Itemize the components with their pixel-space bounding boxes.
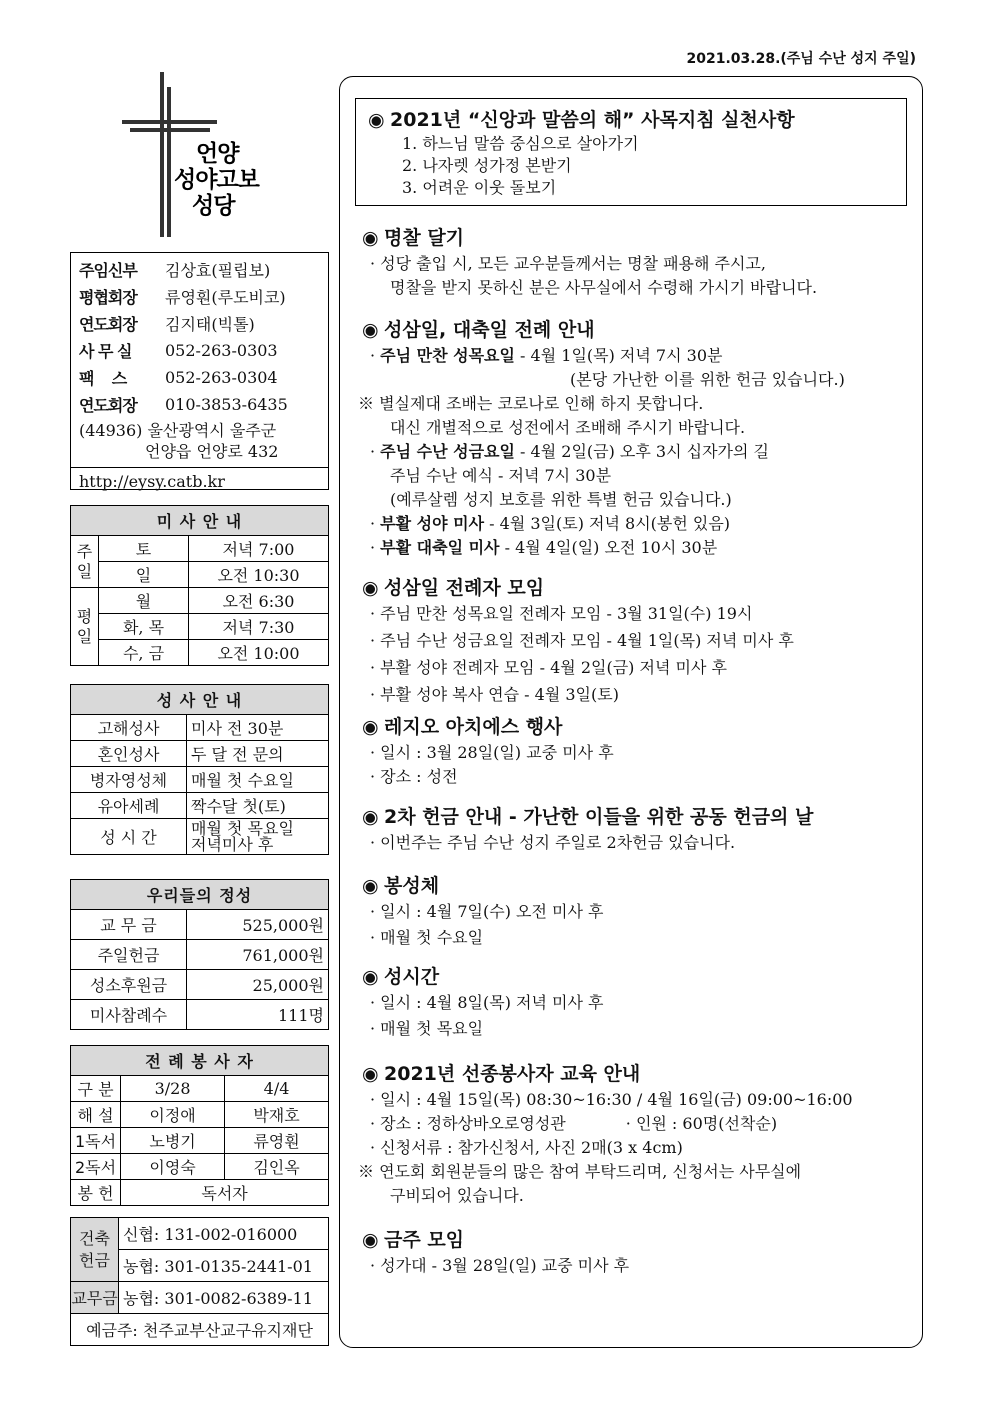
server-name: 박재호 <box>225 1102 329 1128</box>
server-name: 노병기 <box>121 1128 225 1154</box>
parish-logo <box>122 72 272 242</box>
table-row <box>71 715 329 741</box>
item-text: 일시 : 4월 8일(목) 저녁 미사 후 <box>380 993 604 1012</box>
list-item: · 신청서류 : 참가신청서, 사진 2매(3 x 4cm) <box>370 1138 683 1157</box>
table-row <box>71 1128 329 1154</box>
address-line-1: (44936) 울산광역시 울주군 <box>79 421 277 440</box>
table-row <box>71 1154 329 1180</box>
bullseye-icon: ◉ <box>362 875 379 897</box>
info-key: 주임신부 <box>79 261 137 280</box>
bullseye-icon: ◉ <box>368 109 385 131</box>
item-text: - 4월 2일(금) 오후 3시 십자가의 길 <box>514 442 770 461</box>
info-row <box>79 364 320 391</box>
table-row <box>71 1314 329 1346</box>
table-row <box>71 1076 329 1102</box>
info-key: 평협회장 <box>79 288 137 307</box>
table-row <box>71 970 329 1000</box>
table-row <box>71 588 329 614</box>
mass-time: 저녁 7:00 <box>189 536 329 562</box>
list-item: · 일시 : 4월 15일(목) 08:30~16:30 / 4월 16일(금) 09:00~16:00 <box>370 1090 853 1109</box>
sacrament-name: 유아세례 <box>71 793 187 819</box>
table-row <box>71 1282 329 1314</box>
website-link[interactable]: http://eysy.catb.kr <box>71 467 328 491</box>
item-text: - 4월 4일(일) 오전 10시 30분 <box>499 538 718 557</box>
table-title: 미 사 안 내 <box>71 506 329 536</box>
section-title <box>362 1226 918 1254</box>
address-line-2: 언양읍 언양로 432 <box>145 442 279 461</box>
logo-line-3: 성당 <box>192 193 235 219</box>
section-title-text: 금주 모임 <box>384 1229 465 1251</box>
logo-line-2: 성야고보 <box>174 167 259 193</box>
list-item: (본당 가난한 이를 위한 헌금 있습니다.) <box>570 370 845 389</box>
account-number: 농협: 301-0135-2441-01 <box>119 1250 329 1282</box>
server-name: 독서자 <box>121 1180 329 1206</box>
table-row <box>71 1000 329 1030</box>
table-title: 성 사 안 내 <box>71 685 329 715</box>
tithe-label: 교무금 <box>71 1282 119 1314</box>
list-item: · 주님 수난 성금요일 전례자 모임 - 4월 1일(목) 저녁 미사 후 <box>370 631 794 650</box>
bullseye-icon: ◉ <box>362 806 379 828</box>
list-item: ※ 연도회 회원분들의 많은 참여 부탁드리며, 신청서는 사무실에 <box>358 1162 802 1181</box>
section-acies <box>358 713 918 789</box>
table-row <box>71 1180 329 1206</box>
item-heading: 부활 대축일 미사 <box>380 538 500 557</box>
accounts-table <box>70 1217 329 1346</box>
bulletin-date: 2021.03.28.(주님 수난 성지 주일) <box>686 51 916 67</box>
item-text: 일시 : 3월 28일(일) 교중 미사 후 <box>380 743 614 762</box>
sacrament-info: 미사 전 30분 <box>187 715 329 741</box>
list-item: · 장소 : 정하상바오로영성관 · 인원 : 60명(선착순) <box>370 1114 778 1133</box>
table-row <box>71 910 329 940</box>
offering-amount: 761,000원 <box>187 940 329 970</box>
info-value: 052-263-0303 <box>165 341 278 360</box>
table-row <box>71 819 329 855</box>
server-name: 김인옥 <box>225 1154 329 1180</box>
mass-time: 저녁 7:30 <box>189 614 329 640</box>
section-holy-hour <box>358 963 918 1043</box>
sunday-label: 주일 <box>71 536 99 588</box>
slogan-item: 2. 나자렛 성가정 본받기 <box>402 156 572 175</box>
item-text: 성가대 - 3월 28일(일) 교중 미사 후 <box>380 1256 630 1275</box>
info-row <box>79 337 320 364</box>
server-role: 구 분 <box>71 1076 121 1102</box>
section-title <box>362 803 918 831</box>
server-name: 이정애 <box>121 1102 225 1128</box>
item-text: 신청서류 : 참가신청서, 사진 2매(3 x 4cm) <box>380 1138 683 1157</box>
list-item: · 성당 출입 시, 모든 교우분들께서는 명찰 패용해 주시고, <box>370 254 766 273</box>
offering-name: 주일헌금 <box>71 940 187 970</box>
section-title-text: 성시간 <box>384 966 440 988</box>
info-row <box>79 283 320 310</box>
section-title-text: 2021년 선종봉사자 교육 안내 <box>384 1063 641 1085</box>
table-row <box>71 741 329 767</box>
building-fund-label: 건축헌금 <box>71 1218 119 1282</box>
bullseye-icon: ◉ <box>362 1063 379 1085</box>
holy-hour-line-1: 매월 첫 목요일 <box>191 818 294 838</box>
sacrament-info: 짝수달 첫(토) <box>187 793 329 819</box>
item-text: 부활 성야 복사 연습 - 4월 3일(토) <box>380 685 619 704</box>
item-text: 매월 첫 목요일 <box>380 1019 484 1038</box>
section-title-text: 레지오 아치에스 행사 <box>384 716 563 738</box>
weekday-label: 평일 <box>71 588 99 666</box>
item-text: 별실제대 조배는 코로나로 인해 하지 못합니다. <box>379 394 704 413</box>
offering-name: 교 무 금 <box>71 910 187 940</box>
list-item: · 주님 만찬 성목요일 - 4월 1일(목) 저녁 7시 30분 <box>370 346 723 365</box>
sacrament-name: 병자영성체 <box>71 767 187 793</box>
info-key: 연도회장 <box>79 396 137 415</box>
offering-amount: 25,000원 <box>187 970 329 1000</box>
info-value: 류영훤(루도비코) <box>165 288 286 307</box>
list-item: (예루살렘 성지 보호를 위한 특별 헌금 있습니다.) <box>390 490 732 509</box>
section-title <box>362 872 918 900</box>
item-text: 장소 : 성전 <box>380 767 458 786</box>
list-item: · 장소 : 성전 <box>370 767 458 786</box>
table-title: 전 례 봉 사 자 <box>71 1046 329 1076</box>
list-item: · 매월 첫 목요일 <box>370 1019 484 1038</box>
info-value: 010-3853-6435 <box>165 395 288 414</box>
table-row <box>71 562 329 588</box>
mass-day: 화, 목 <box>99 614 189 640</box>
bullseye-icon: ◉ <box>362 319 379 341</box>
servers-table <box>70 1045 329 1206</box>
item-text: 이번주는 주님 수난 성지 주일로 2차헌금 있습니다. <box>380 833 736 852</box>
section-title <box>362 963 918 991</box>
info-key: 연도회장 <box>79 315 137 334</box>
info-value: 김지태(빅톨) <box>165 315 255 334</box>
item-text: 인원 : 60명(선착순) <box>635 1114 778 1133</box>
mass-time: 오전 6:30 <box>189 588 329 614</box>
sacrament-info <box>187 819 329 855</box>
item-text: 매월 첫 수요일 <box>380 928 484 947</box>
section-title-text: 성삼일, 대축일 전례 안내 <box>384 319 595 341</box>
item-text: 일시 : 4월 15일(목) 08:30~16:30 / 4월 16일(금) 09:00~16:00 <box>380 1090 853 1109</box>
item-heading: 주님 수난 성금요일 <box>380 442 515 461</box>
server-role: 해 설 <box>71 1102 121 1128</box>
section-triduum <box>358 316 918 560</box>
account-number: 농협: 301-0082-6389-11 <box>119 1282 329 1314</box>
sacrament-info: 두 달 전 문의 <box>187 741 329 767</box>
sacrament-name: 성 시 간 <box>71 819 187 855</box>
section-title <box>362 713 918 741</box>
list-item: · 주님 만찬 성목요일 전례자 모임 - 3월 31일(수) 19시 <box>370 604 753 623</box>
list-item: · 일시 : 4월 7일(수) 오전 미사 후 <box>370 902 604 921</box>
server-name: 류영훤 <box>225 1128 329 1154</box>
address <box>79 420 320 462</box>
section-communion <box>358 872 918 952</box>
mass-day: 토 <box>99 536 189 562</box>
info-key: 팩 스 <box>79 369 127 388</box>
server-role: 봉 헌 <box>71 1180 121 1206</box>
offering-name: 성소후원금 <box>71 970 187 1000</box>
info-row <box>79 391 320 418</box>
pastoral-slogan-box <box>355 98 907 206</box>
item-text: 장소 : 정하상바오로영성관 <box>380 1114 566 1133</box>
bullseye-icon: ◉ <box>362 716 379 738</box>
list-item: · 성가대 - 3월 28일(일) 교중 미사 후 <box>370 1256 630 1275</box>
section-ministers <box>358 574 918 710</box>
list-item: · 부활 성야 복사 연습 - 4월 3일(토) <box>370 685 619 704</box>
bullseye-icon: ◉ <box>362 1229 379 1251</box>
list-item: · 부활 성야 미사 - 4월 3일(토) 저녁 8시(봉헌 있음) <box>370 514 731 533</box>
list-item: · 부활 성야 전례자 모임 - 4월 2일(금) 저녁 미사 후 <box>370 658 727 677</box>
section-title-text: 2차 헌금 안내 - 가난한 이들을 위한 공동 헌금의 날 <box>384 806 814 828</box>
list-item: ※ 별실제대 조배는 코로나로 인해 하지 못합니다. <box>358 394 704 413</box>
list-item: · 매월 첫 수요일 <box>370 928 484 947</box>
list-item: 주님 수난 예식 - 저녁 7시 30분 <box>390 466 612 485</box>
logo-line-1: 언양 <box>196 141 239 167</box>
offering-amount: 525,000원 <box>187 910 329 940</box>
table-row <box>71 536 329 562</box>
bullseye-icon: ◉ <box>362 577 379 599</box>
slogan-title <box>368 105 906 133</box>
table-row <box>71 767 329 793</box>
info-row <box>79 256 320 283</box>
account-holder: 예금주: 천주교부산교구유지재단 <box>71 1314 329 1346</box>
item-heading: 주님 만찬 성목요일 <box>380 346 515 365</box>
sacrament-name: 혼인성사 <box>71 741 187 767</box>
list-item: · 부활 대축일 미사 - 4월 4일(일) 오전 10시 30분 <box>370 538 718 557</box>
bullseye-icon: ◉ <box>362 966 379 988</box>
list-item: · 이번주는 주님 수난 성지 주일로 2차헌금 있습니다. <box>370 833 736 852</box>
offering-amount: 111명 <box>187 1000 329 1030</box>
mass-day: 수, 금 <box>99 640 189 666</box>
list-item: 대신 개별적으로 성전에서 조배해 주시기 바랍니다. <box>390 418 746 437</box>
mass-day: 월 <box>99 588 189 614</box>
info-key: 사 무 실 <box>79 342 132 361</box>
section-title-text: 성삼일 전례자 모임 <box>384 577 545 599</box>
server-date: 4/4 <box>225 1076 329 1102</box>
bullseye-icon: ◉ <box>362 227 379 249</box>
item-text: 주님 수난 성금요일 전례자 모임 - 4월 1일(목) 저녁 미사 후 <box>380 631 794 650</box>
list-item: · 주님 수난 성금요일 - 4월 2일(금) 오후 3시 십자가의 길 <box>370 442 770 461</box>
info-value: 052-263-0304 <box>165 368 278 387</box>
item-heading: 부활 성야 미사 <box>380 514 485 533</box>
server-role: 2독서 <box>71 1154 121 1180</box>
list-item: 명찰을 받지 못하신 분은 사무실에서 수령해 가시기 바랍니다. <box>390 278 818 297</box>
item-text: - 4월 1일(목) 저녁 7시 30분 <box>514 346 723 365</box>
slogan-title-text: 2021년 “신앙과 말씀의 해” 사목지침 실천사항 <box>390 109 795 131</box>
list-item: · 일시 : 4월 8일(목) 저녁 미사 후 <box>370 993 604 1012</box>
table-row <box>71 614 329 640</box>
mass-time: 오전 10:00 <box>189 640 329 666</box>
item-text: 주님 만찬 성목요일 전례자 모임 - 3월 31일(수) 19시 <box>380 604 753 623</box>
sacrament-name: 고해성사 <box>71 715 187 741</box>
section-title <box>362 224 918 252</box>
server-date: 3/28 <box>121 1076 225 1102</box>
offering-name: 미사참례수 <box>71 1000 187 1030</box>
slogan-item: 1. 하느님 말씀 중심으로 살아가기 <box>402 134 639 153</box>
mass-day: 일 <box>99 562 189 588</box>
section-title <box>362 574 918 602</box>
info-value: 김상효(필립보) <box>165 261 271 280</box>
section-name-tag <box>358 224 918 300</box>
list-item: 구비되어 있습니다. <box>390 1186 524 1205</box>
server-name: 이영숙 <box>121 1154 225 1180</box>
table-row <box>71 793 329 819</box>
item-text: 성당 출입 시, 모든 교우분들께서는 명찰 패용해 주시고, <box>380 254 766 273</box>
table-row <box>71 640 329 666</box>
table-row <box>71 1102 329 1128</box>
section-education <box>358 1060 918 1208</box>
mass-time: 오전 10:30 <box>189 562 329 588</box>
item-text: 일시 : 4월 7일(수) 오전 미사 후 <box>380 902 604 921</box>
section-meetings <box>358 1226 918 1278</box>
mass-schedule-table <box>70 505 329 666</box>
section-title-text: 봉성체 <box>384 875 440 897</box>
table-row <box>71 1218 329 1250</box>
section-title <box>362 1060 918 1088</box>
item-text: 연도회 회원분들의 많은 참여 부탁드리며, 신청서는 사무실에 <box>379 1162 802 1181</box>
account-number: 신협: 131-002-016000 <box>119 1218 329 1250</box>
section-title <box>362 316 918 344</box>
item-text: - 4월 3일(토) 저녁 8시(봉헌 있음) <box>484 514 731 533</box>
list-item: · 일시 : 3월 28일(일) 교중 미사 후 <box>370 743 614 762</box>
section-title-text: 명찰 달기 <box>384 227 465 249</box>
sacrament-info: 매월 첫 수요일 <box>187 767 329 793</box>
parish-info <box>70 252 329 490</box>
holy-hour-line-2: 저녁미사 후 <box>191 834 274 854</box>
sacrament-table <box>70 684 329 855</box>
table-title: 우리들의 정성 <box>71 880 329 910</box>
server-role: 1독서 <box>71 1128 121 1154</box>
section-second-collection <box>358 803 918 855</box>
item-text: 부활 성야 전례자 모임 - 4월 2일(금) 저녁 미사 후 <box>380 658 727 677</box>
table-row <box>71 940 329 970</box>
slogan-item: 3. 어려운 이웃 돌보기 <box>402 178 557 197</box>
offering-table <box>70 879 329 1030</box>
info-row <box>79 310 320 337</box>
